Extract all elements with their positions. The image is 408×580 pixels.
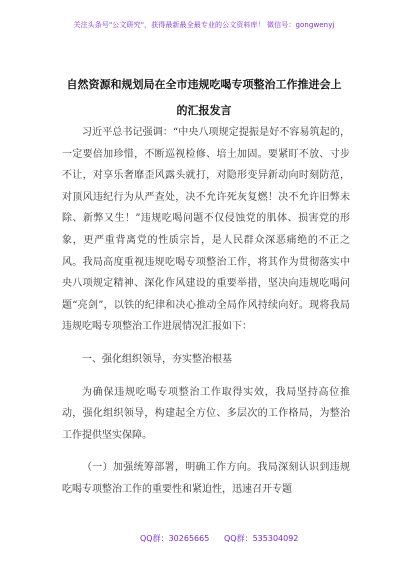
paragraph-intro: 习近平总书记强调：“中央八项规定提振是好不容易筑起的，一定要倍加珍惜，不断巡视检修、培土加固。要紧盯不放、寸步不让，对享乐奢靡歪风露头就打，对隐形变异新动向时刻防范，对顶风违纪行为从严查处，决不允许死灰复燃！决不允许旧弊未除、新弊又生！”违规吃喝问题不仅侵蚀党的肌体、损害党的形象，更严重背离党的性质宗旨，是人民群众深恶痛绝的不正之风。我局高度重视违规吃喝专项整治工作，将其作为贯彻落实中央八项规定精神、深化作风建设的重要举措，坚决向违规吃喝问题“亮剑”，以铁的纪律和决心推动全局作风持续向好。现将我局违规吃喝专项整治工作进展情况汇报如下： <box>62 127 350 333</box>
title-line-2: 的汇报发言 <box>176 104 232 117</box>
header-note: 关注头条号"公文研究"，获得最新最全最专业的公文资料库！ 微信号：gongwenyj <box>73 21 335 29</box>
document-body <box>62 122 350 501</box>
paragraph-subsection-1: （一）加强统筹部署，明确工作方向。我局深刻认识到违规吃喝专项整治工作的重要性和紧迫性，迅速召开专题 <box>62 462 350 495</box>
paragraph-section-1: 为确保违规吃喝专项整治工作取得实效，我局坚持高位推动，强化组织领导，构建起全方位、多层次的工作格局，为整治工作提供坚实保障。 <box>62 386 350 441</box>
footer-qq-group-1: QQ群：30265665 <box>140 534 210 543</box>
section-heading-1: 一、强化组织领导，夯实整治根基 <box>82 353 232 365</box>
title-line-1: 自然资源和规划局在全市违规吃喝专项整治工作推进会上 <box>66 78 342 91</box>
footer-qq-group-2: QQ群：535304092 <box>224 534 299 543</box>
document-title <box>44 72 364 124</box>
